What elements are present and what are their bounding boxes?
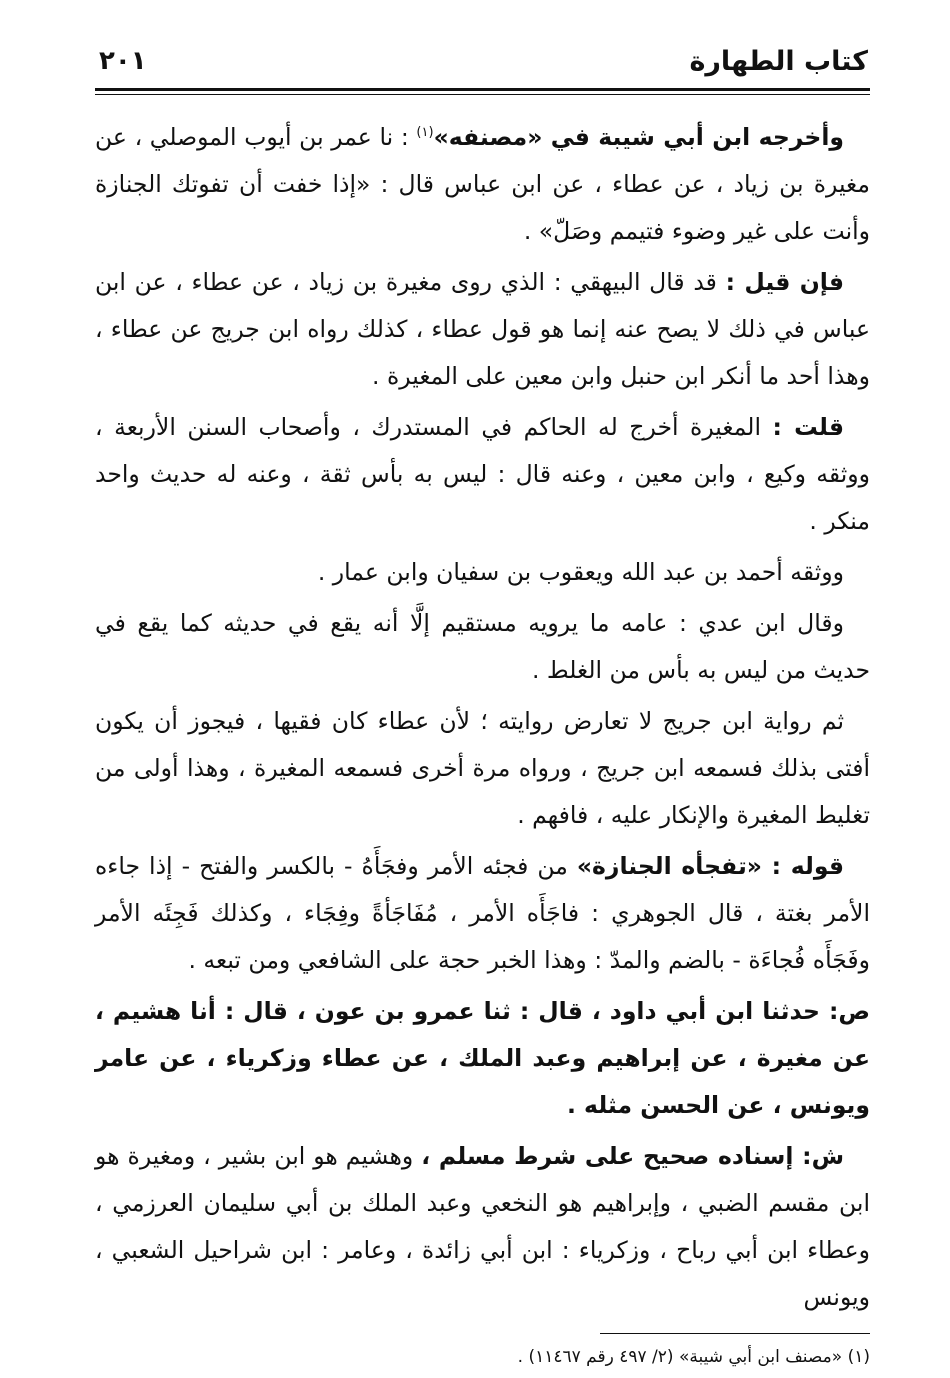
paragraph-lead: وأخرجه ابن أبي شيبة في «مصنفه» <box>433 122 845 151</box>
paragraph-lead: ش: إسناده صحيح على شرط مسلم ، <box>421 1141 844 1170</box>
paragraph-text: وهشيم هو ابن بشير ، ومغيرة هو ابن مقسم الضبي ، وإبراهيم هو النخعي وعبد الملك بن أبي سليمان العرزمي ، وعطاء ابن أبي رباح ، وزكرياء : ابن أبي زائدة ، وعامر : ابن شراحيل الشعبي ، ويونس <box>95 1141 870 1311</box>
paragraph-text: : نا عمر بن أيوب الموصلي ، عن مغيرة بن زياد ، عن عطاء ، عن ابن عباس قال : «إذا خفت أن تفوتك الجنازة وأنت على غير وضوء فتيمم وصَلّ» . <box>95 122 870 245</box>
paragraph-commentary <box>95 1133 870 1321</box>
paragraph-lead: قلت : <box>772 412 844 441</box>
book-page <box>95 40 870 1367</box>
paragraph-ibn-abi-shaybah <box>95 109 870 255</box>
body-text <box>95 109 870 1374</box>
page-number: ٢٠١ <box>99 46 147 76</box>
paragraph-lead: فإن قيل : <box>725 267 844 296</box>
footnote-reference: (١) <box>416 125 434 140</box>
paragraph-objection <box>95 259 870 400</box>
paragraph-text: وقال ابن عدي : عامه ما يرويه مستقيم إلَّا أنه يقع في حديثه كما يقع في حديث من ليس به بأس من الغلط . <box>95 608 870 684</box>
paragraph-lead: ص: حدثنا ابن أبي داود ، قال : ثنا عمرو بن عون ، قال : أنا هشيم ، عن مغيرة ، عن إبراهيم وعبد الملك ، عن عطاء وزكرياء ، عن عامر ويونس ، عن الحسن مثله . <box>95 996 870 1119</box>
paragraph-ibn-adi <box>95 600 870 694</box>
paragraph-response <box>95 404 870 545</box>
paragraph-ibn-jurayj <box>95 698 870 839</box>
book-title: كتاب الطهارة <box>689 46 868 77</box>
paragraph-authentication <box>95 549 870 596</box>
paragraph-text: قد قال البيهقي : الذي روى مغيرة بن زياد ، عن عطاء ، عن ابن عباس في ذلك لا يصح عنه إنما هو قول عطاء ، كذلك رواه ابن جريج عن عطاء ، وهذا أحد ما أنكر ابن حنبل وابن معين على المغيرة . <box>95 267 870 390</box>
footnote-divider <box>600 1333 870 1334</box>
page-header <box>95 40 870 91</box>
paragraph-lead: قوله : «تفجأه الجنازة» <box>576 851 844 880</box>
paragraph-text: ثم رواية ابن جريج لا تعارض روايته ؛ لأن عطاء كان فقيها ، فيجوز أن يكون أفتى بذلك فسمعه ابن جريج ، ورواه مرة أخرى فسمعه المغيرة ، وهذا أولى من تغليط المغيرة والإنكار عليه ، فافهم . <box>95 706 870 829</box>
paragraph-text: ووثقه أحمد بن عبد الله ويعقوب بن سفيان وابن عمار . <box>317 557 844 586</box>
paragraph-definition <box>95 843 870 984</box>
paragraph-text: من فجئه الأمر وفجَأَهُ - بالكسر والفتح - إذا جاءه الأمر بغتة ، قال الجوهري : فاجَأَه الأمر ، مُفَاجَأةً وفِجَاء ، وكذلك فَجِئَه الأمر وفَجَأَه فُجاءَة - بالضم والمدّ : وهذا الخبر حجة على الشافعي ومن تبعه . <box>95 851 870 974</box>
paragraph-hadith-text <box>95 988 870 1129</box>
paragraph-text: المغيرة أخرج له الحاكم في المستدرك ، وأصحاب السنن الأربعة ، ووثقه وكيع ، وابن معين ، وعنه قال : ليس به بأس ثقة ، وعنه له حديث واحد منكر . <box>95 412 870 535</box>
footnote: (١) «مصنف ابن أبي شيبة» (٢/ ٤٩٧ رقم ١١٤٦٧) . <box>517 1346 870 1367</box>
